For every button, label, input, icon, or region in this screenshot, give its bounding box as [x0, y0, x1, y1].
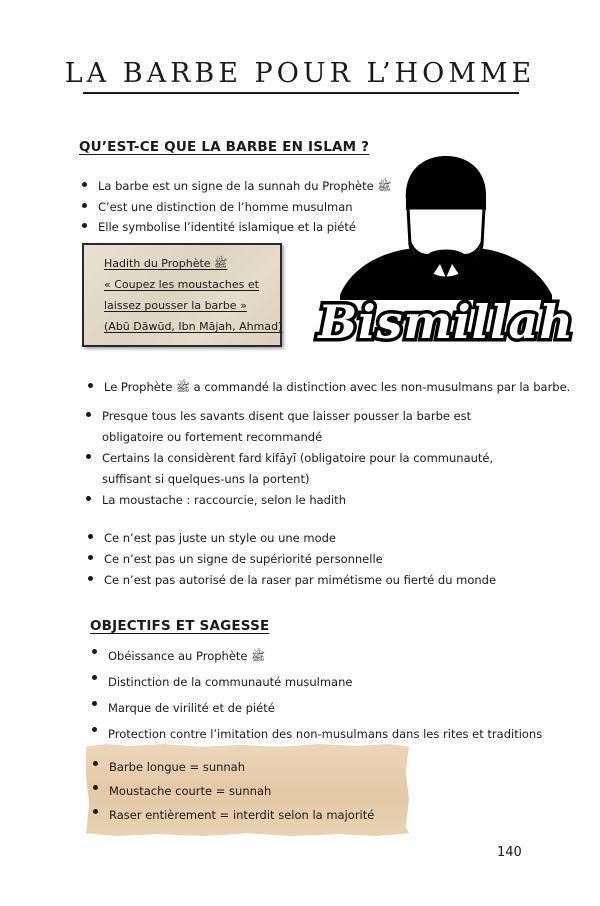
page-number: 140: [497, 845, 522, 860]
hadith-source: (Abū Dāwūd, Ibn Mājah, Ahmad): [104, 320, 283, 333]
section-heading-what-is-beard: QU’EST-CE QUE LA BARBE EN ISLAM ?: [79, 139, 370, 155]
objectives-list: [90, 643, 542, 747]
list-item: Elle symbolise l’identité islamique et la piété: [80, 217, 391, 238]
list-item: Distinction de la communauté musulmane: [90, 669, 542, 695]
list-item: La moustache : raccourcie, selon le hadith: [84, 490, 532, 511]
list-item: Raser entièrement = interdit selon la majorité: [91, 803, 374, 827]
scholars-opinion-list: [84, 406, 532, 511]
what-it-is-not-list: [86, 528, 496, 591]
bearded-man-illustration: [318, 150, 574, 355]
bismillah-text: Bismillah: [318, 295, 574, 349]
section-heading-objectives: OBJECTIFS ET SAGESSE: [90, 618, 270, 634]
list-item: Ce n’est pas autorisé de la raser par mimétisme ou fierté du monde: [86, 570, 496, 591]
hadith-quote-line: « Coupez les moustaches et: [104, 278, 259, 291]
list-item: Protection contre l’imitation des non-musulmans dans les rites et traditions: [90, 721, 542, 747]
list-item: Moustache courte = sunnah: [91, 779, 374, 803]
list-item: Barbe longue = sunnah: [91, 755, 374, 779]
list-item: Obéissance au Prophète ﷺ: [90, 643, 542, 669]
page-title: LA BARBE POUR L’HOMME: [64, 58, 536, 89]
hadith-title: Hadith du Prophète ﷺ: [104, 257, 228, 270]
summary-list: [91, 755, 374, 827]
title-underline: [83, 92, 519, 94]
list-item: La barbe est un signe de la sunnah du Prophète ﷺ: [80, 176, 391, 197]
list-item: Certains la considèrent fard kifāyī (obligatoire pour la communauté, suffisant si quelques-uns la portent): [84, 448, 532, 490]
hadith-quote-line: laissez pousser la barbe »: [104, 299, 247, 312]
hadith-box: [82, 243, 282, 347]
list-item: Presque tous les savants disent que laisser pousser la barbe est obligatoire ou fortement recommandé: [84, 406, 532, 448]
list-item: Ce n’est pas un signe de supériorité personnelle: [86, 549, 496, 570]
distinction-list: [86, 377, 570, 397]
list-item: Marque de virilité et de piété: [90, 695, 542, 721]
list-item: Ce n’est pas juste un style ou une mode: [86, 528, 496, 549]
list-item: Le Prophète ﷺ a commandé la distinction avec les non-musulmans par la barbe.: [86, 377, 570, 397]
list-item: C’est une distinction de l’homme musulman: [80, 197, 391, 218]
